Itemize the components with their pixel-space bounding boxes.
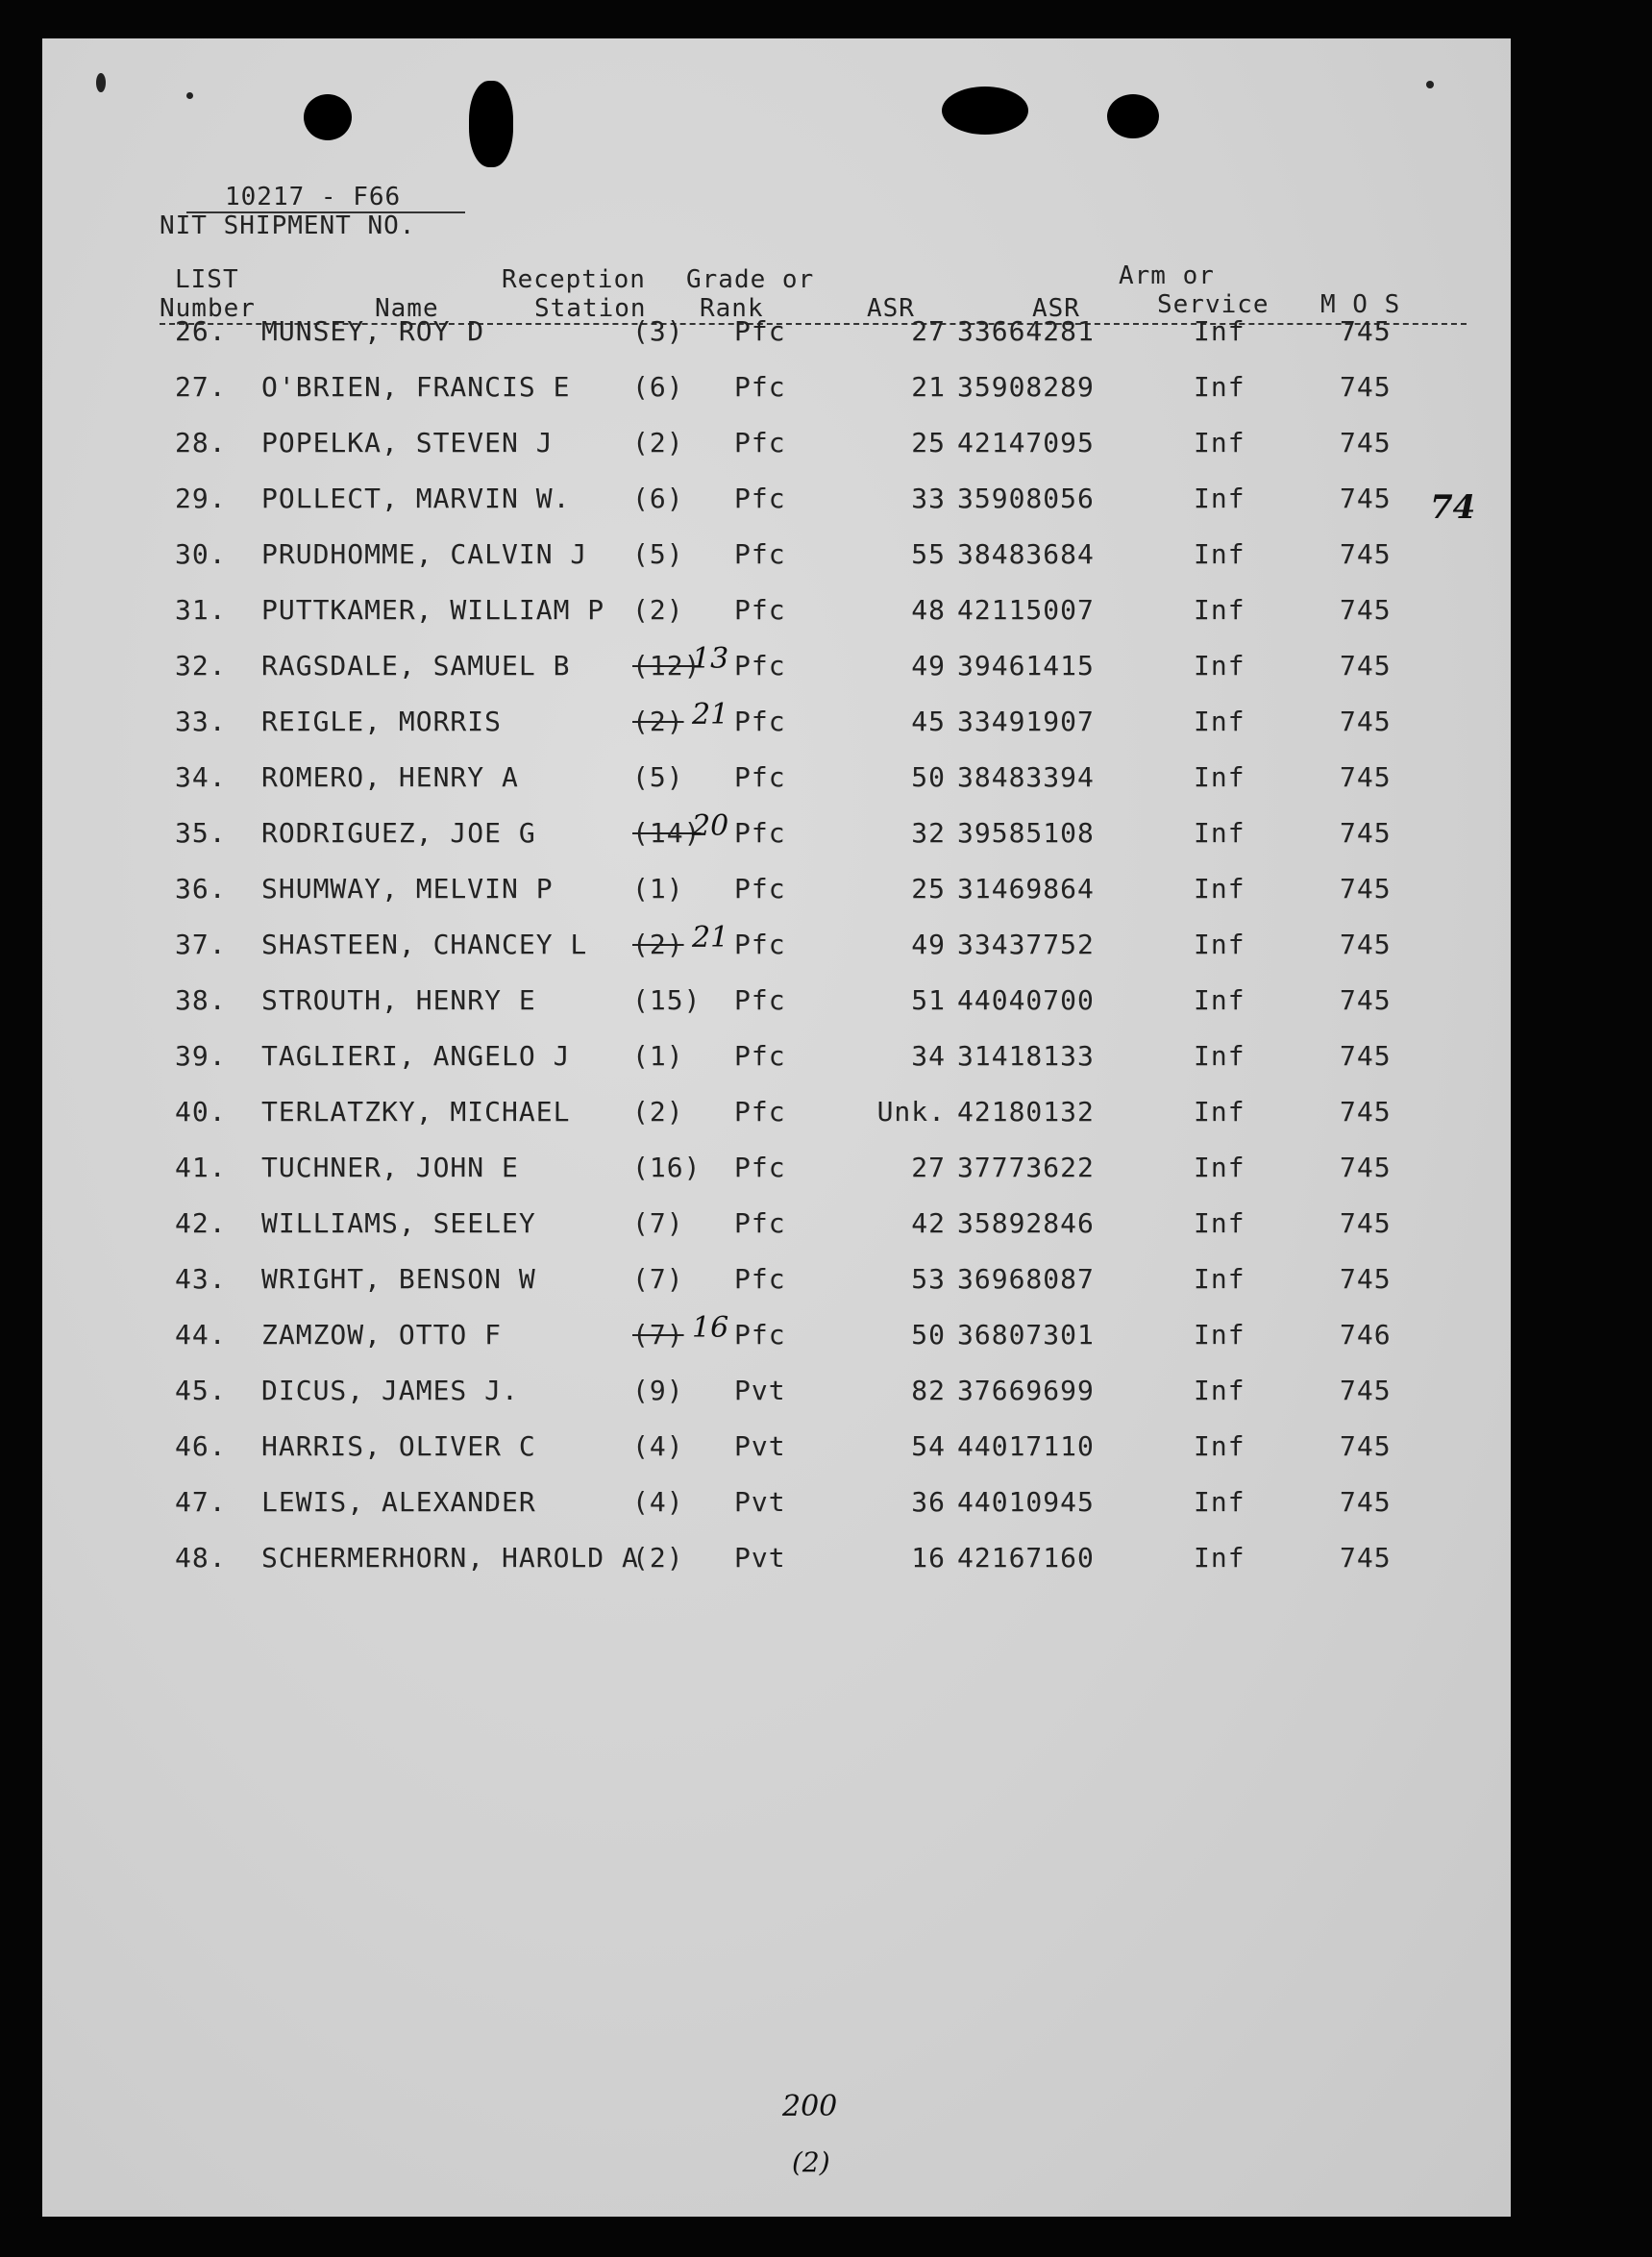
row-asr: 27 (911, 1152, 946, 1183)
row-mos: 745 (1340, 483, 1392, 514)
row-mos: 745 (1340, 427, 1392, 459)
row-mos: 745 (1340, 371, 1392, 403)
row-serial: 37773622 (957, 1152, 1095, 1183)
col-mos: M O S (1320, 290, 1401, 319)
col-reception-bottom: Station (534, 294, 647, 323)
row-rank: Pfc (734, 650, 786, 682)
row-number: 31. (175, 594, 227, 626)
row-number: 39. (175, 1040, 227, 1072)
row-asr: 55 (911, 538, 946, 570)
row-name: SHASTEEN, CHANCEY L (261, 929, 588, 960)
row-serial: 37669699 (957, 1375, 1095, 1406)
row-mos: 745 (1340, 1542, 1392, 1574)
row-asr: 34 (911, 1040, 946, 1072)
row-station: (7) (632, 1263, 684, 1295)
row-arm: Inf (1194, 706, 1245, 737)
row-rank: Pfc (734, 483, 786, 514)
bottom-note: 200 (782, 2090, 838, 2123)
row-rank: Pfc (734, 1319, 786, 1351)
row-number: 44. (175, 1319, 227, 1351)
row-rank: Pfc (734, 1263, 786, 1295)
row-name: SHUMWAY, MELVIN P (261, 873, 554, 905)
row-asr: 27 (911, 315, 946, 347)
bottom-note-2: (2) (792, 2146, 830, 2178)
row-arm: Inf (1194, 1263, 1245, 1295)
row-asr: 21 (911, 371, 946, 403)
row-number: 33. (175, 706, 227, 737)
row-number: 30. (175, 538, 227, 570)
row-mos: 745 (1340, 873, 1392, 905)
row-mos: 745 (1340, 594, 1392, 626)
row-arm: Inf (1194, 1319, 1245, 1351)
row-serial: 39461415 (957, 650, 1095, 682)
row-asr: 25 (911, 427, 946, 459)
row-name: HARRIS, OLIVER C (261, 1430, 536, 1462)
row-asr: 49 (911, 650, 946, 682)
row-serial: 44010945 (957, 1486, 1095, 1518)
row-name: PRUDHOMME, CALVIN J (261, 538, 588, 570)
row-number: 38. (175, 984, 227, 1016)
row-mos: 745 (1340, 650, 1392, 682)
row-mos: 745 (1340, 315, 1392, 347)
row-mos: 745 (1340, 1486, 1392, 1518)
col-list-top: LIST (175, 265, 239, 294)
row-serial: 38483684 (957, 538, 1095, 570)
row-name: POPELKA, STEVEN J (261, 427, 554, 459)
row-name: WILLIAMS, SEELEY (261, 1207, 536, 1239)
row-mos: 745 (1340, 761, 1392, 793)
row-station: (6) (632, 371, 684, 403)
row-station: (1) (632, 873, 684, 905)
margin-note: 74 (1430, 488, 1476, 527)
row-rank: Pfc (734, 761, 786, 793)
row-station: (16) (632, 1152, 702, 1183)
row-arm: Inf (1194, 650, 1245, 682)
row-asr: 49 (911, 929, 946, 960)
row-arm: Inf (1194, 761, 1245, 793)
row-name: REIGLE, MORRIS (261, 706, 503, 737)
row-serial: 35908289 (957, 371, 1095, 403)
col-asr2: ASR (1032, 294, 1080, 323)
row-arm: Inf (1194, 1430, 1245, 1462)
row-asr: 33 (911, 483, 946, 514)
row-asr: 50 (911, 761, 946, 793)
row-arm: Inf (1194, 1207, 1245, 1239)
row-rank: Pvt (734, 1486, 786, 1518)
row-asr: 54 (911, 1430, 946, 1462)
row-name: WRIGHT, BENSON W (261, 1263, 536, 1295)
row-arm: Inf (1194, 1486, 1245, 1518)
row-arm: Inf (1194, 315, 1245, 347)
row-rank: Pfc (734, 315, 786, 347)
row-station: (4) (632, 1486, 684, 1518)
row-name: O'BRIEN, FRANCIS E (261, 371, 571, 403)
row-number: 32. (175, 650, 227, 682)
row-name: SCHERMERHORN, HAROLD A (261, 1542, 639, 1574)
row-mos: 746 (1340, 1319, 1392, 1351)
row-station: (5) (632, 761, 684, 793)
row-asr: 51 (911, 984, 946, 1016)
row-rank: Pfc (734, 873, 786, 905)
row-serial: 42115007 (957, 594, 1095, 626)
row-number: 46. (175, 1430, 227, 1462)
row-mos: 745 (1340, 929, 1392, 960)
row-serial: 31418133 (957, 1040, 1095, 1072)
row-asr: 50 (911, 1319, 946, 1351)
row-arm: Inf (1194, 1375, 1245, 1406)
row-number: 36. (175, 873, 227, 905)
row-number: 27. (175, 371, 227, 403)
row-name: PUTTKAMER, WILLIAM P (261, 594, 605, 626)
row-arm: Inf (1194, 1040, 1245, 1072)
row-asr: 32 (911, 817, 946, 849)
row-station-note: 21 (692, 921, 729, 955)
row-name: ROMERO, HENRY A (261, 761, 519, 793)
row-number: 28. (175, 427, 227, 459)
row-number: 29. (175, 483, 227, 514)
col-arm-top: Arm or (1119, 261, 1215, 290)
row-rank: Pvt (734, 1375, 786, 1406)
row-arm: Inf (1194, 483, 1245, 514)
row-station: (12) (632, 650, 702, 682)
row-station: (9) (632, 1375, 684, 1406)
row-asr: 45 (911, 706, 946, 737)
row-asr: Unk. (876, 1096, 946, 1128)
row-arm: Inf (1194, 1096, 1245, 1128)
row-serial: 42167160 (957, 1542, 1095, 1574)
row-name: TUCHNER, JOHN E (261, 1152, 519, 1183)
row-rank: Pfc (734, 1152, 786, 1183)
row-number: 42. (175, 1207, 227, 1239)
row-number: 37. (175, 929, 227, 960)
row-mos: 745 (1340, 1375, 1392, 1406)
row-arm: Inf (1194, 1542, 1245, 1574)
row-serial: 44040700 (957, 984, 1095, 1016)
row-rank: Pfc (734, 706, 786, 737)
shipment-number: 10217 - F66 (225, 183, 402, 211)
row-rank: Pfc (734, 427, 786, 459)
row-rank: Pfc (734, 371, 786, 403)
row-station: (7) (632, 1207, 684, 1239)
row-serial: 39585108 (957, 817, 1095, 849)
row-mos: 745 (1340, 817, 1392, 849)
row-name: LEWIS, ALEXANDER (261, 1486, 536, 1518)
row-name: POLLECT, MARVIN W. (261, 483, 571, 514)
row-name: RAGSDALE, SAMUEL B (261, 650, 571, 682)
row-serial: 42180132 (957, 1096, 1095, 1128)
row-arm: Inf (1194, 873, 1245, 905)
row-rank: Pvt (734, 1542, 786, 1574)
row-name: ZAMZOW, OTTO F (261, 1319, 503, 1351)
row-station: (14) (632, 817, 702, 849)
row-number: 45. (175, 1375, 227, 1406)
row-rank: Pfc (734, 817, 786, 849)
row-name: TAGLIERI, ANGELO J (261, 1040, 571, 1072)
row-serial: 33491907 (957, 706, 1095, 737)
row-station: (6) (632, 483, 684, 514)
row-number: 48. (175, 1542, 227, 1574)
row-number: 43. (175, 1263, 227, 1295)
row-serial: 36807301 (957, 1319, 1095, 1351)
row-number: 34. (175, 761, 227, 793)
row-mos: 745 (1340, 1263, 1392, 1295)
row-mos: 745 (1340, 1430, 1392, 1462)
row-name: STROUTH, HENRY E (261, 984, 536, 1016)
row-mos: 745 (1340, 706, 1392, 737)
row-mos: 745 (1340, 1040, 1392, 1072)
document-sheet (42, 38, 1511, 2217)
row-station-note: 13 (692, 642, 729, 676)
row-asr: 42 (911, 1207, 946, 1239)
row-asr: 82 (911, 1375, 946, 1406)
speck (96, 73, 106, 92)
row-asr: 16 (911, 1542, 946, 1574)
row-arm: Inf (1194, 817, 1245, 849)
row-serial: 44017110 (957, 1430, 1095, 1462)
row-asr: 48 (911, 594, 946, 626)
row-name: DICUS, JAMES J. (261, 1375, 519, 1406)
col-arm-bottom: Service (1157, 290, 1270, 319)
row-number: 35. (175, 817, 227, 849)
row-station: (2) (632, 594, 684, 626)
punch-hole (942, 87, 1028, 135)
col-list-bottom: Number (160, 294, 256, 323)
row-asr: 25 (911, 873, 946, 905)
row-number: 40. (175, 1096, 227, 1128)
row-rank: Pfc (734, 538, 786, 570)
col-asr1: ASR (867, 294, 915, 323)
row-arm: Inf (1194, 427, 1245, 459)
row-serial: 33664281 (957, 315, 1095, 347)
shipment-label: NIT SHIPMENT NO. (160, 211, 416, 240)
row-arm: Inf (1194, 984, 1245, 1016)
speck (186, 92, 193, 99)
row-station: (2) (632, 427, 684, 459)
punch-hole (1107, 94, 1159, 138)
col-grade-top: Grade or (686, 265, 815, 294)
row-serial: 35892846 (957, 1207, 1095, 1239)
row-serial: 36968087 (957, 1263, 1095, 1295)
row-number: 41. (175, 1152, 227, 1183)
row-name: TERLATZKY, MICHAEL (261, 1096, 571, 1128)
col-name: Name (375, 294, 439, 323)
punch-hole (304, 94, 352, 140)
row-serial: 31469864 (957, 873, 1095, 905)
row-serial: 33437752 (957, 929, 1095, 960)
row-mos: 745 (1340, 1152, 1392, 1183)
col-reception-top: Reception (502, 265, 646, 294)
row-serial: 38483394 (957, 761, 1095, 793)
row-station: (2) (632, 929, 684, 960)
row-asr: 36 (911, 1486, 946, 1518)
row-rank: Pfc (734, 984, 786, 1016)
row-serial: 35908056 (957, 483, 1095, 514)
row-station: (2) (632, 706, 684, 737)
row-asr: 53 (911, 1263, 946, 1295)
row-station: (4) (632, 1430, 684, 1462)
row-arm: Inf (1194, 594, 1245, 626)
col-grade-bottom: Rank (700, 294, 764, 323)
row-serial: 42147095 (957, 427, 1095, 459)
row-rank: Pfc (734, 1096, 786, 1128)
punch-hole (469, 81, 513, 167)
row-rank: Pfc (734, 1040, 786, 1072)
speck (1426, 81, 1434, 88)
row-rank: Pfc (734, 1207, 786, 1239)
row-mos: 745 (1340, 1096, 1392, 1128)
row-station: (7) (632, 1319, 684, 1351)
row-mos: 745 (1340, 984, 1392, 1016)
row-rank: Pfc (734, 929, 786, 960)
row-arm: Inf (1194, 371, 1245, 403)
row-station-note: 21 (692, 698, 729, 732)
row-station: (15) (632, 984, 702, 1016)
row-station: (1) (632, 1040, 684, 1072)
row-number: 26. (175, 315, 227, 347)
row-name: RODRIGUEZ, JOE G (261, 817, 536, 849)
row-rank: Pvt (734, 1430, 786, 1462)
row-station: (2) (632, 1542, 684, 1574)
row-arm: Inf (1194, 538, 1245, 570)
row-station: (2) (632, 1096, 684, 1128)
row-mos: 745 (1340, 1207, 1392, 1239)
row-station-note: 20 (692, 809, 729, 843)
row-station-note: 16 (692, 1311, 729, 1345)
row-station: (5) (632, 538, 684, 570)
row-number: 47. (175, 1486, 227, 1518)
row-arm: Inf (1194, 1152, 1245, 1183)
row-name: MUNSEY, ROY D (261, 315, 485, 347)
row-mos: 745 (1340, 538, 1392, 570)
row-station: (3) (632, 315, 684, 347)
row-rank: Pfc (734, 594, 786, 626)
row-arm: Inf (1194, 929, 1245, 960)
